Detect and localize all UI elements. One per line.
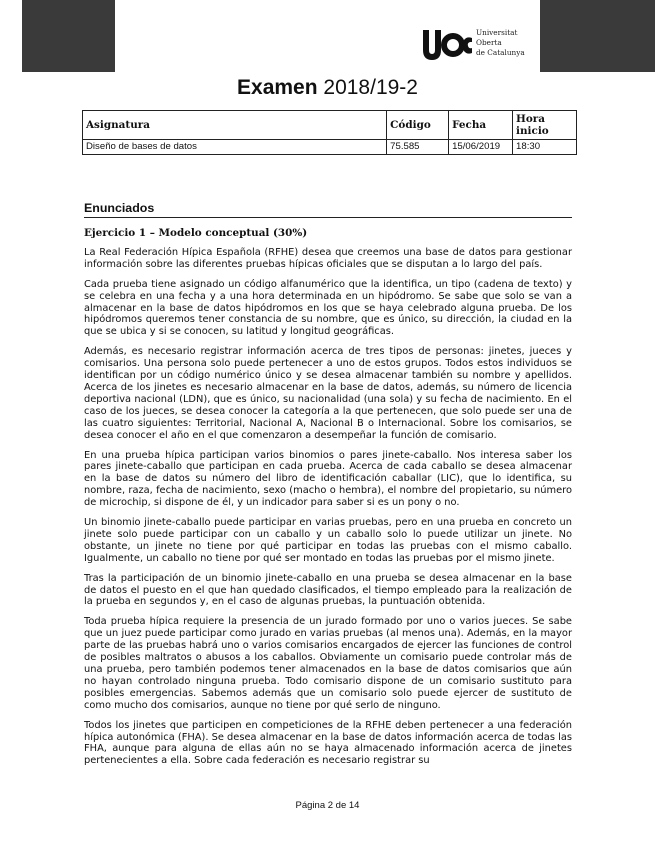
cell-asignatura: Diseño de bases de datos <box>83 140 387 155</box>
paragraph: Toda prueba hípica requiere la presencia de un jurado formado por uno o varios jueces. Se sabe que un juez puede participar como jurado en varias pruebas (al menos una). Además, en la mayor parte de las pruebas habrá uno o varios comisarios encargados de ejercer las funciones de control de posibles maltratos o abusos a los caballos. Obviamente un comisario puede controlar más de una prueba, pero también podemos tener almacenados en la base de datos comisarios que aún no hayan controlado ninguna prueba. Todo comisario dispone de un comisario sustituto para posibles emergencias. Sabemos además que un comisario solo puede ejercer de sustituto de como mucho dos comisarios, aunque no tiene por qué serlo de ninguno. <box>84 616 572 711</box>
header-fecha: Fecha <box>449 111 513 140</box>
uoc-logo <box>420 24 535 68</box>
header-hora: Hora inicio <box>513 111 577 140</box>
cell-fecha: 15/06/2019 <box>449 140 513 155</box>
exam-title <box>0 76 655 100</box>
page-number: Página 2 de 14 <box>295 800 360 811</box>
exam-content <box>84 228 572 775</box>
uoc-logo-words: Universitat Oberta de Catalunya <box>476 28 525 57</box>
section-title: Enunciados <box>84 201 572 218</box>
paragraph: Un binomio jinete-caballo puede participar en varias pruebas, pero en una prueba en concreto un jinete solo puede participar con un caballo y un caballo solo lo puede utilizar un jinete. No obstante, un jinete no tiene por qué participar en todas las pruebas con el mismo caballo. Igualmente, un caballo no tiene por qué ser montado en todas las pruebas por el mismo jinete. <box>84 517 572 564</box>
paragraph: Todos los jinetes que participen en competiciones de la RFHE deben pertenecer a una federación hípica autonómica (FHA). Se desea almacenar en la base de datos información acerca de todas las FHA, aunque para alguna de ellas aún no se haya almacenado información acerca de jinetes pertenecientes a ella. Sobre cada federación es necesario registrar su <box>84 719 572 767</box>
table-row <box>83 140 577 155</box>
paragraph: La Real Federación Hípica Española (RFHE) desea que creemos una base de datos para gestionar información sobre las diferentes pruebas hípicas oficiales que se disputan a lo largo del país. <box>84 246 572 270</box>
paragraph: Además, es necesario registrar información acerca de tres tipos de personas: jinetes, jueces y comisarios. Una persona solo puede pertenecer a uno de estos grupos. Todos estos individuos se identifican por un código numérico único y se desea almacenar también su nombre y apellidos. Acerca de los jinetes es necesario almacenar en la base de datos, además, su número de licencia deportiva nacional (LDN), que es único, su nacionalidad (una sola) y su fecha de nacimiento. En el caso de los jueces, se desea conocer la categoría a la que pertenecen, que solo puede ser una de las cuatro siguientes: Territorial, Nacional A, Nacional B o Internacional. Sobre los comisarios, se desea conocer el año en el que comenzaron a desempeñar la función de comisario. <box>84 346 572 441</box>
header-corner-left <box>22 0 115 72</box>
cell-codigo: 75.585 <box>387 140 449 155</box>
paragraph: Tras la participación de un binomio jinete-caballo en una prueba se desea almacenar en la base de datos el puesto en el que han quedado clasificados, el tiempo empleado para la realización de la prueba en segundos y, en el caso de algunas pruebas, la puntuación obtenida. <box>84 572 572 608</box>
header-codigo: Código <box>387 111 449 140</box>
header-corner-right <box>540 0 655 72</box>
exam-info-table <box>82 110 577 155</box>
exercise-title: Ejercicio 1 – Modelo conceptual (30%) <box>84 227 308 239</box>
exam-title-bold: Examen <box>237 76 318 99</box>
cell-hora: 18:30 <box>513 140 577 155</box>
paragraph: Cada prueba tiene asignado un código alfanumérico que la identifica, un tipo (cadena de texto) y se celebra en una fecha y a una hora determinada en un hipódromo. Se sabe que solo se van a almacenar en la base de datos hipódromos en los que se haya celebrado alguna prueba. De los hipódromos queremos tener constancia de su nombre, que es único, su dirección, la ciudad en la que se ubica y si se conocen, su latitud y longitud geográficas. <box>84 278 572 338</box>
exam-title-rest: 2018/19-2 <box>317 76 418 99</box>
header-asignatura: Asignatura <box>83 111 387 140</box>
table-header-row <box>83 111 577 140</box>
uoc-logo-mark <box>420 24 472 68</box>
paragraph: En una prueba hípica participan varios binomios o pares jinete-caballo. Nos interesa saber los pares jinete-caballo que participan en cada prueba. Acerca de cada caballo se desea almacenar en la base de datos su número del libro de identificación caballar (LIC), que lo identifica, su nombre, raza, fecha de nacimiento, sexo (macho o hembra), el nombre del propietario, su número de microchip, si dispone de él, y un indicador para saber si es un pony o no. <box>84 449 572 509</box>
